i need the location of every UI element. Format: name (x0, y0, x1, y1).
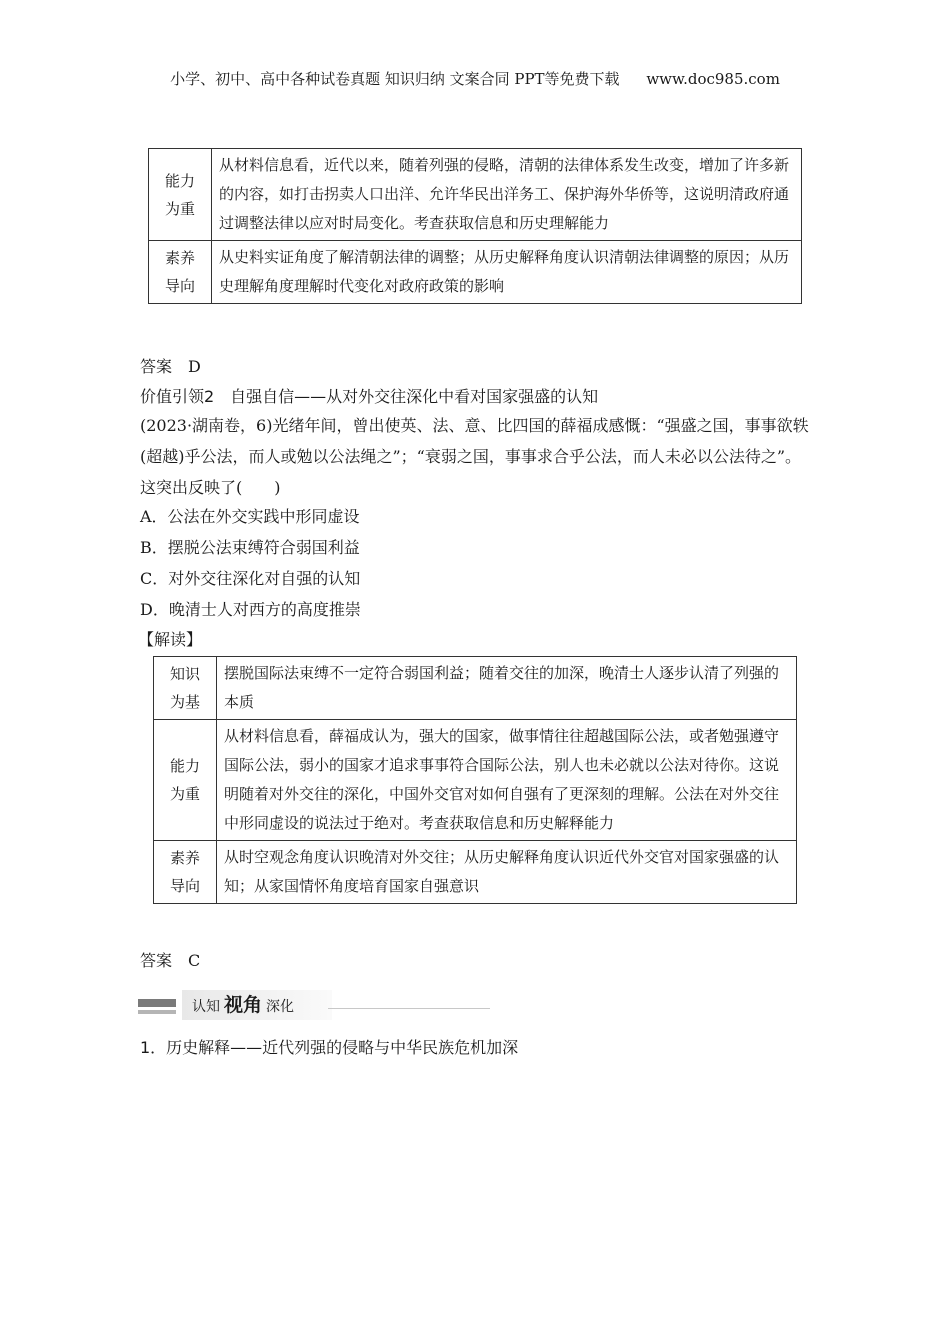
table-row (149, 241, 802, 304)
row-label-line1: 能力 (169, 757, 200, 775)
answer-2: 答案 C (140, 951, 201, 970)
analysis-table-1 (148, 148, 802, 304)
banner-part2: 视角 (224, 994, 263, 1016)
analysis-table-2 (153, 656, 797, 904)
row-label-line2: 为重 (164, 199, 195, 218)
table-row (154, 657, 797, 720)
header-text: 小学、初中、高中各种试卷真题 知识归纳 文案合同 PPT等免费下载 (170, 70, 620, 88)
banner-bar (138, 999, 176, 1007)
option-c: C．对外交往深化对自强的认知 (140, 569, 361, 588)
row-label (154, 841, 217, 904)
option-a: A．公法在外交实践中形同虚设 (140, 507, 360, 526)
table-row (154, 841, 797, 904)
page-header (0, 68, 950, 89)
option-d: D．晚清士人对西方的高度推崇 (140, 600, 361, 619)
table-row (149, 149, 802, 241)
section-banner (138, 984, 490, 1024)
subheading: 1．历史解释——近代列强的侵略与中华民族危机加深 (140, 1038, 519, 1057)
table-row (154, 720, 797, 841)
banner-bar-thin (138, 1010, 176, 1014)
row-label (154, 657, 217, 720)
banner-part1: 认知 (192, 999, 220, 1015)
row-label (149, 149, 212, 241)
row-label-line1: 知识 (169, 665, 200, 683)
row-label-line1: 能力 (164, 171, 195, 190)
question-text: (2023·湖南卷，6)光绪年间，曾出使英、法、意、比四国的薛福成感慨：“强盛之国，事事欲轶(超越)乎公法，而人或勉以公法绳之”；“衰弱之国，事事求合乎公法，而人未必以公法待之”。这突出反映了( ) (140, 416, 809, 497)
option-b: B．摆脱公法束缚符合弱国利益 (140, 538, 360, 557)
banner-part3: 深化 (266, 999, 295, 1015)
section-title: 价值引领2 自强自信——从对外交往深化中看对国家强盛的认知 (140, 387, 599, 406)
row-label-line1: 素养 (164, 249, 195, 267)
row-content: 从材料信息看，近代以来，随着列强的侵略，清朝的法律体系发生改变，增加了许多新的内容，如打击拐卖人口出洋、允许华民出洋务工、保护海外华侨等，这说明清政府通过调整法律以应对时局变化。考查获取信息和历史理解能力 (212, 149, 802, 241)
banner-text (192, 990, 294, 1017)
header-site: www.doc985.com (646, 70, 780, 88)
row-label-line1: 素养 (169, 849, 200, 867)
row-label-line2: 导向 (164, 277, 195, 295)
row-label-line2: 为基 (169, 693, 200, 711)
row-content: 从材料信息看，薛福成认为，强大的国家，做事情往往超越国际公法，或者勉强遵守国际公法，弱小的国家才追求事事符合国际公法，别人也未必就以公法对待你。这说明随着对外交往的深化，中国外交官对如何自强有了更深刻的理解。公法在对外交往中形同虚设的说法过于绝对。考查获取信息和历史解释能力 (217, 720, 797, 841)
row-content: 摆脱国际法束缚不一定符合弱国利益；随着交往的加深，晚清士人逐步认清了列强的本质 (217, 657, 797, 720)
row-label (154, 720, 217, 841)
row-content: 从时空观念角度认识晚清对外交往；从历史解释角度认识近代外交官对国家强盛的认知；从家国情怀角度培育国家自强意识 (217, 841, 797, 904)
row-label-line2: 导向 (169, 877, 200, 895)
banner-rule (328, 1008, 490, 1009)
answer-1: 答案 D (140, 357, 201, 376)
row-label-line2: 为重 (169, 785, 200, 803)
row-label (149, 241, 212, 304)
jiedu-label: 【解读】 (138, 630, 203, 649)
row-content: 从史料实证角度了解清朝法律的调整；从历史解释角度认识清朝法律调整的原因；从历史理解角度理解时代变化对政府政策的影响 (212, 241, 802, 304)
